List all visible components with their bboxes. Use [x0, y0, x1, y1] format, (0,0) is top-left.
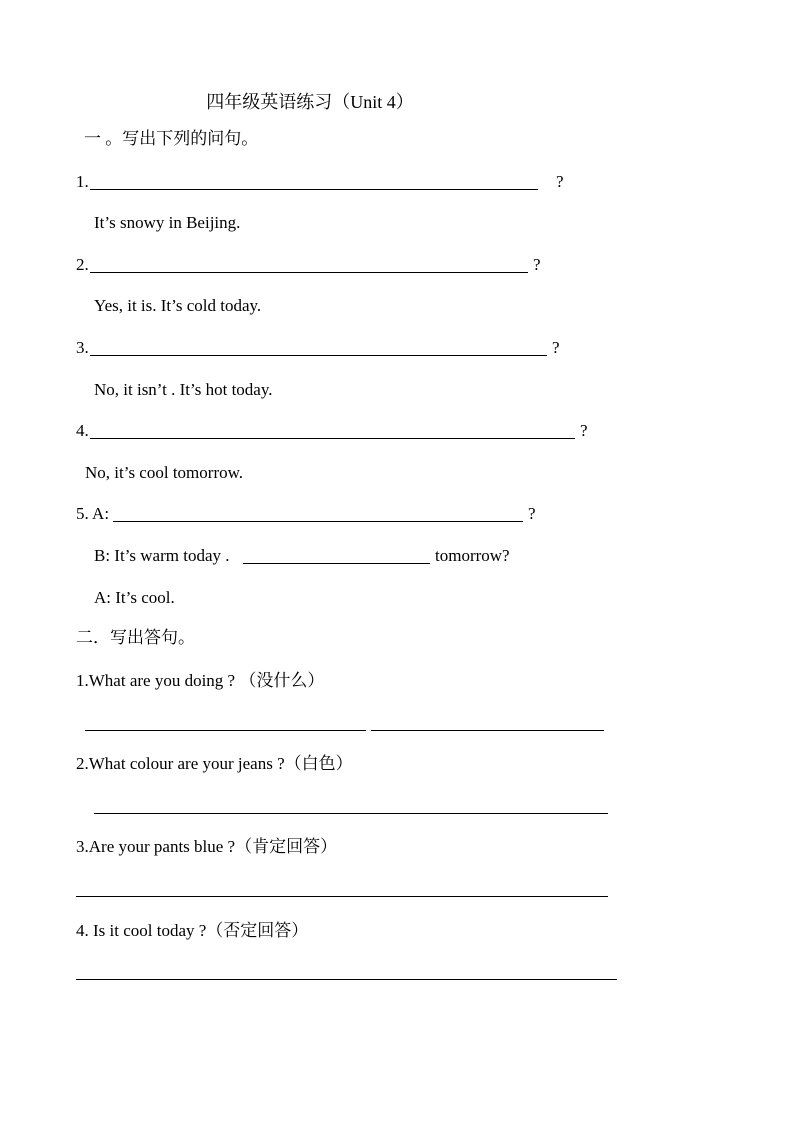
s2-q2-blank[interactable] [94, 813, 608, 814]
q2-question-mark: ? [533, 255, 541, 274]
page-title: 四年级英语练习（Unit 4） [206, 92, 414, 112]
s2-q1-blank-a[interactable] [85, 730, 366, 731]
q3-given-answer: No, it isn’t . It’s hot today. [94, 380, 273, 399]
q4-number: 4. [76, 421, 89, 440]
s2-q3: 3.Are your pants blue ?（肯定回答） [76, 837, 338, 856]
q5-number: 5. A: [76, 504, 110, 523]
s2-q4: 4. Is it cool today ?（否定回答） [76, 921, 309, 940]
section2-heading: 二．写出答句。 [76, 628, 195, 647]
s2-q2: 2.What colour are your jeans ?（白色） [76, 754, 353, 773]
q5-b-blank[interactable] [243, 563, 430, 564]
q4-answer-blank[interactable] [90, 438, 575, 439]
q1-answer-blank[interactable] [90, 189, 538, 190]
s2-q3-blank[interactable] [76, 896, 608, 897]
q1-question-mark: ? [556, 172, 564, 191]
q5-answer-blank[interactable] [113, 521, 523, 522]
q5-b-line-prefix: B: It’s warm today . [94, 546, 230, 565]
q3-answer-blank[interactable] [90, 355, 547, 356]
q2-given-answer: Yes, it is. It’s cold today. [94, 296, 262, 315]
q5-question-mark: ? [528, 504, 536, 523]
q5-b-line-suffix: tomorrow? [435, 546, 510, 565]
q4-given-answer: No, it’s cool tomorrow. [85, 463, 244, 482]
q2-answer-blank[interactable] [90, 272, 528, 273]
s2-q1: 1.What are you doing ? （没什么） [76, 671, 325, 690]
s2-q1-blank-b[interactable] [371, 730, 604, 731]
q3-question-mark: ? [552, 338, 560, 357]
q1-given-answer: It’s snowy in Beijing. [94, 213, 241, 232]
q5-a-reply: A: It’s cool. [94, 588, 175, 607]
q4-question-mark: ? [580, 421, 588, 440]
q3-number: 3. [76, 338, 89, 357]
q2-number: 2. [76, 255, 89, 274]
s2-q4-blank[interactable] [76, 979, 617, 980]
q1-number: 1. [76, 172, 89, 191]
section1-heading: 一 。写出下列的问句。 [84, 129, 259, 148]
